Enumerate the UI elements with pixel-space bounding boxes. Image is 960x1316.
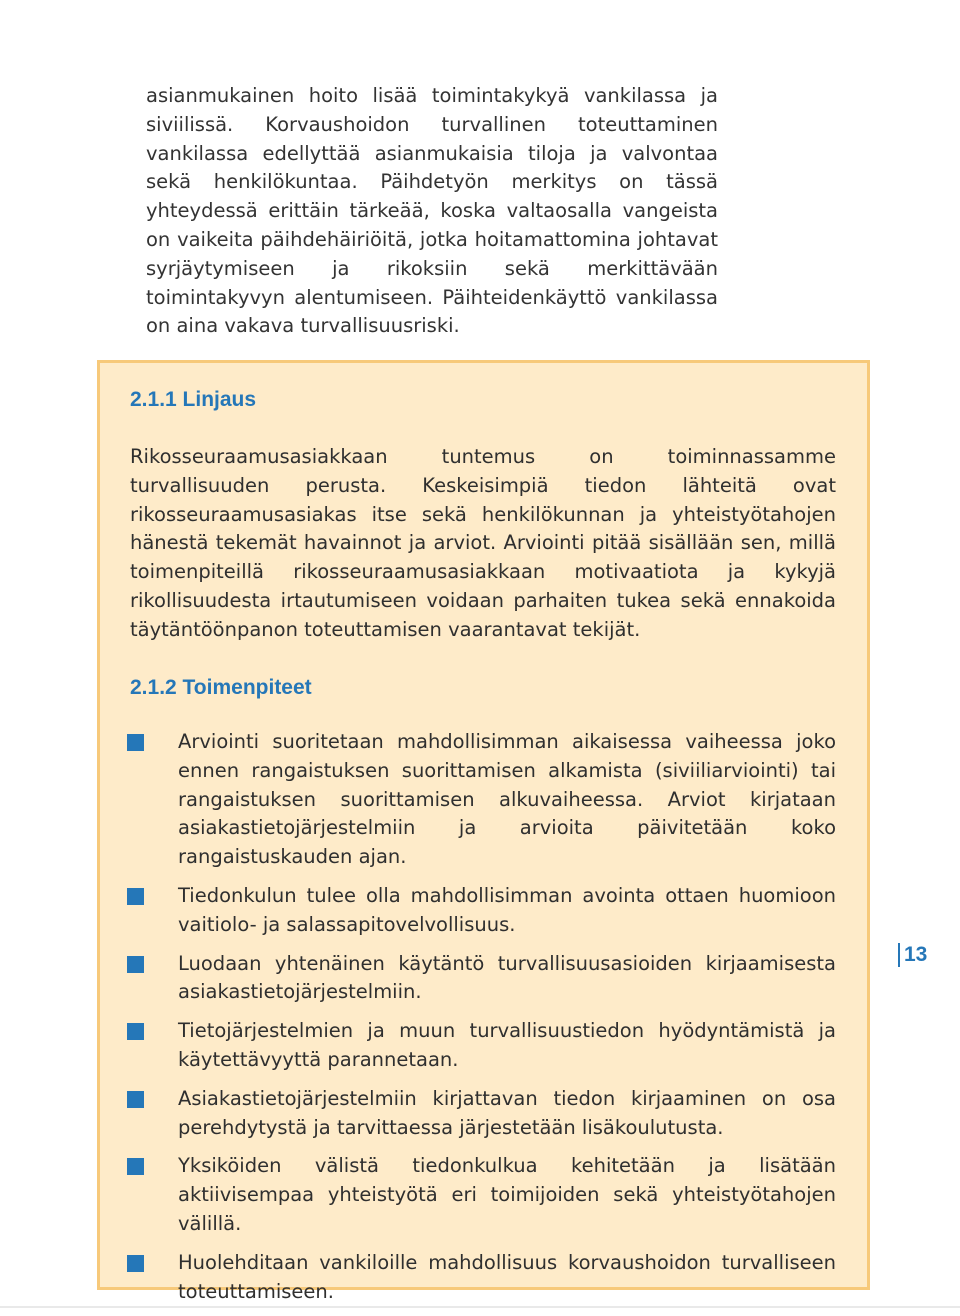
list-item	[100, 882, 873, 940]
section-heading-toimenpiteet: 2.1.2 Toimenpiteet	[130, 676, 312, 699]
square-bullet-icon	[127, 1255, 144, 1272]
page-divider	[0, 1306, 960, 1308]
square-bullet-icon	[127, 1158, 144, 1175]
measures-list	[100, 728, 873, 1316]
page-number: 13	[898, 943, 927, 967]
list-item-text: Tiedonkulun tulee olla mahdollisimman avointa ottaen huomioon vaitiolo- ja salassapitovelvollisuus.	[178, 883, 836, 936]
intro-paragraph	[146, 82, 718, 341]
section-heading-linjaus: 2.1.1 Linjaus	[130, 388, 257, 411]
square-bullet-icon	[127, 956, 144, 973]
list-item	[100, 1017, 873, 1075]
square-bullet-icon	[127, 734, 144, 751]
linjaus-text: Rikosseuraamusasiakkaan tuntemus on toiminnassamme turvallisuuden perusta. Keskeisimpiä tiedon lähteitä ovat rikosseuraamusasiakas itse sekä henkilökunnan ja yhteistyötahojen hänestä tekemät havainnot ja arviot. Arviointi pitää sisällään sen, millä toimenpiteillä rikosseuraamusasiakkaan motivaatiota ja kykyjä rikollisuudesta irtautumiseen voidaan parhaiten tukea sekä ennakoida täytäntöönpanon toteuttamisen vaarantavat tekijät.	[130, 445, 836, 641]
list-item-text: Yksiköiden välistä tiedonkulkua kehitetään ja lisätään aktiivisempaa yhteistyötä eri toimijoiden sekä yhteistyötahojen välillä.	[178, 1154, 836, 1235]
list-item	[100, 1249, 873, 1307]
list-item	[100, 728, 873, 872]
list-item-text: Asiakastietojärjestelmiin kirjattavan tiedon kirjaaminen on osa perehdytystä ja tarvittaessa järjestetään lisäkoulutusta.	[178, 1086, 836, 1139]
list-item	[100, 950, 873, 1008]
square-bullet-icon	[127, 1023, 144, 1040]
list-item	[100, 1152, 873, 1238]
intro-text: asianmukainen hoito lisää toimintakykyä vankilassa ja siviilissä. Korvaushoidon turvallinen toteuttaminen vankilassa edellyttää asianmukaisia tiloja ja valvontaa sekä henkilökuntaa. Päihdetyön merkitys on tässä yhteydessä erittäin tärkeää, koska valtaosalla vangeista on vaikeita päihdehäiriöitä, jotka hoitamattomina johtavat syrjäytymiseen ja rikoksiin sekä merkittävään toimintakyvyn alentumiseen. Päihteidenkäyttö vankilassa on aina vakava turvallisuusriski.	[146, 84, 718, 338]
square-bullet-icon	[127, 888, 144, 905]
list-item-text: Luodaan yhtenäinen käytäntö turvallisuusasioiden kirjaamisesta asiakastietojärjestelmiin.	[178, 951, 836, 1004]
square-bullet-icon	[127, 1091, 144, 1108]
list-item-text: Arviointi suoritetaan mahdollisimman aikaisessa vaiheessa joko ennen rangaistuksen suorittamisen alkamista (siviiliarviointi) tai rangaistuksen suorittamisen alkuvaiheessa. Arviot kirjataan asiakastietojärjestelmiin ja arvioita päivitetään koko rangaistuskauden ajan.	[178, 730, 836, 869]
list-item-text: Huolehditaan vankiloille mahdollisuus korvaushoidon turvalliseen toteuttamiseen.	[178, 1250, 836, 1303]
list-item	[100, 1085, 873, 1143]
policy-box	[97, 360, 870, 1303]
list-item-text: Tietojärjestelmien ja muun turvallisuustiedon hyödyntämistä ja käytettävyyttä parannetaan.	[178, 1019, 836, 1071]
